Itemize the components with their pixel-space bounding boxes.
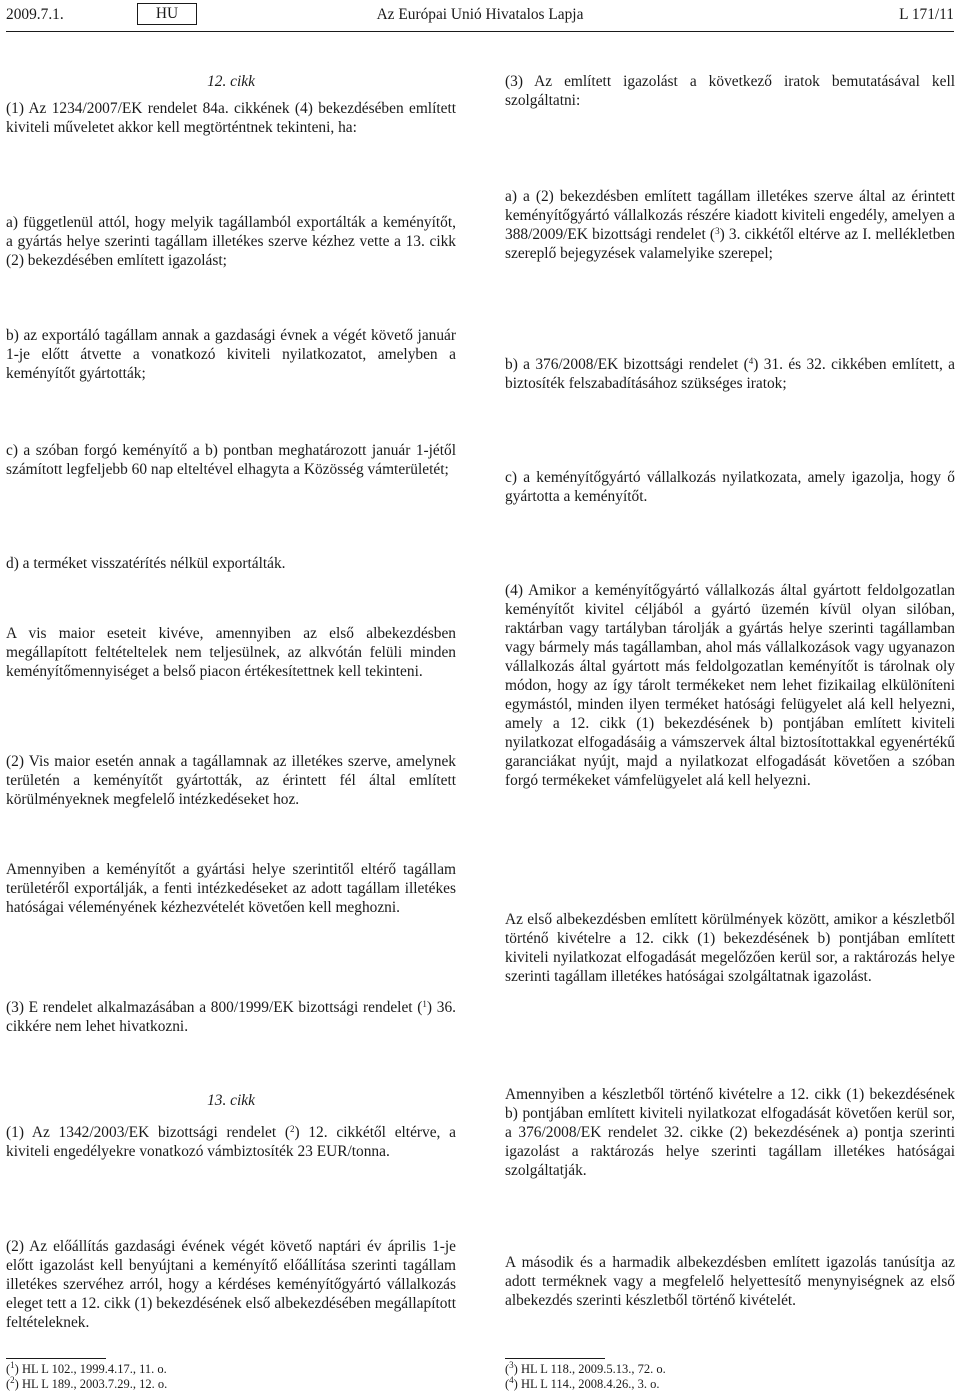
article-13-paragraph-2: (2) Az előállítás gazdasági évének végét követő naptári év április 1-je előtt igazolást kell benyújtani a keményítő előállítása szerinti tagállam illetékes szervéhez arról, hogy a kérdéses keményítőgyártó vállalkozás eleget tett a 12. cikk (1) bekezdésének első albekezdésében megállapított feltételeknek. [6,1238,456,1331]
journal-title: Az Európai Unió Hivatalos Lapja [376,6,584,23]
language-badge: HU [137,3,197,25]
footnote-ref-2[interactable]: 2 [289,1124,295,1134]
footnote-rule-left [6,1358,106,1359]
article-13-paragraph-4: (4) Amikor a keményítőgyártó vállalkozás által gyártott feldolgozatlan keményítőt kivitel céljából a gyártó üzemén kívül olyan silóban, raktárban vagy tartályban tárolják a gyártás helye szerinti tagállamban vagy bármely más tagállamban, ahol más vállalkozások vagy ugyanazon vállalkozás által gyártott más feldolgozatlan keményítőt is tárolnak oly módon, hogy az így tárolt termékeket nem lehet fizikailag elkülöníteni egymástól, minden ilyen terméket hatósági felügyelet alá kell helyezni, amely a 12. cikk (1) bekezdésének b) pontjában említett kiviteli nyilatkozat elfogadásáig a vámszervek által biztosítottakkal egyenértékű garanciákat nyújt, majd a nyilatkozat elfogadását követően a szóban forgó termékeket vámfelügyelet alá kell helyezni. [505,582,955,789]
footnote-ref-3[interactable]: 3 [715,226,720,236]
article-13-point-b: b) a 376/2008/EK bizottsági rendelet ($^4$) 31. és 32. cikkében említett, a biztosíték felszabadításához szükséges iratok; [505,356,955,392]
article-13-point-a: a) a (2) bekezdésben említett tagállam illetékes szerve által az érintett keményítőgyártó vállalkozás részére kiadott kiviteli engedély, amelyen a 388/2009/EK bizottsági rendelet ($^3$) 3. cikkétől eltérve az I. mellékletben szereplő bejegyzések valamelyike szerepel; [505,188,955,262]
article-12-paragraph-3: (3) E rendelet alkalmazásában a 800/1999/EK bizottsági rendelet ($^1$) 36. cikkére nem lehet hivatkozni. [6,999,456,1035]
article-12-title: 12. cikk [207,73,255,90]
footnote-rule-right [505,1358,605,1359]
article-13-paragraph-4b: Az első albekezdésben említett körülmények között, amikor a készletből történő kivételre a 12. cikk (1) bekezdésének b) pontjában említett kiviteli nyilatkozat elfogadását megelőzően kerül sor, a raktározás helye szerinti tagállam illetékes hatóságai szolgáltatnak igazolást. [505,911,955,985]
article-12-point-b: b) az exportáló tagállam annak a gazdasági évnek a végét követő január 1-je előtt átvette a vonatkozó kiviteli nyilatkozatot, amelyben a keményítőt gyártották; [6,327,456,382]
article-12-point-d: d) a terméket visszatérítés nélkül exportálták. [6,555,286,572]
article-13-title: 13. cikk [207,1092,255,1109]
page-number: L 171/11 [899,6,954,23]
header-rule [6,31,954,32]
article-13-paragraph-4c: Amennyiben a készletből történő kivételre a 12. cikk (1) bekezdésének b) pontjában említett kiviteli nyilatkozat elfogadását követően kerül sor, a 376/2008/EK rendelet 32. cikke (2) bekezdésének a) pontja szerinti igazolást a raktározás helye szerinti tagállam illetékes hatóságai szolgáltatják. [505,1086,955,1179]
article-13-paragraph-4d: A második és a harmadik albekezdésben említett igazolás tanúsítja az adott terméknek vagy a megfelelő helyettesítő menynyiségnek az első albekezdés szerinti készletből történő kivételét. [505,1254,955,1309]
footnote-3: ($^3$) HL L 118., 2009.5.13., 72. o. [505,1360,666,1376]
article-13-paragraph-1: (1) Az 1342/2003/EK bizottsági rendelet ($^2$) 12. cikkétől eltérve, a kiviteli engedélyekre vonatkozó vámbiztosíték 23 EUR/tonna. [6,1124,456,1160]
article-13-paragraph-3: (3) Az említett igazolást a következő iratok bemutatásával kell szolgáltatni: [505,73,955,109]
footnote-ref-1[interactable]: 1 [422,999,427,1009]
article-12-paragraph-1: (1) Az 1234/2007/EK rendelet 84a. cikkének (4) bekezdésében említett kiviteli műveletet akkor kell megtörténtnek tekinteni, ha: [6,100,456,136]
footnote-ref-4[interactable]: 4 [748,356,754,366]
article-13-point-c: c) a keményítőgyártó vállalkozás nyilatkozata, amely igazolja, hogy ő gyártotta a keményítőt. [505,469,955,505]
footnote-1: ($^1$) HL L 102., 1999.4.17., 11. o. [6,1360,167,1376]
footnote-4: ($^4$) HL L 114., 2008.4.26., 3. o. [505,1375,660,1391]
header-date: 2009.7.1. [6,6,64,23]
article-12-paragraph-2b: Amennyiben a keményítőt a gyártási helye szerintitől eltérő tagállam területéről exportálják, a fenti intézkedéseket az adott tagállam illetékes hatóságai véleményének kézhezvételét követően kell meghozni. [6,861,456,916]
article-12-point-c: c) a szóban forgó keményítő a b) pontban meghatározott január 1-jétől számított legfeljebb 60 nap elteltével elhagyta a Közösség vámterületét; [6,442,456,478]
footnote-2: ($^2$) HL L 189., 2003.7.29., 12. o. [6,1375,168,1391]
article-12-vis-maior: A vis maior eseteit kivéve, amennyiben az első albekezdésben megállapított feltételtelek nem teljesülnek, az alkvótán felüli minden keményítőmennyiséget a belső piacon értékesítettnek kell tekinteni. [6,625,456,680]
article-12-point-a: a) függetlenül attól, hogy melyik tagállamból exportálták a keményítőt, a gyártás helye szerinti tagállam illetékes szerve kézhez vette a 13. cikk (2) bekezdésében említett igazolást; [6,214,456,269]
article-12-paragraph-2: (2) Vis maior esetén annak a tagállamnak az illetékes szerve, amelynek területén a keményítőt gyártották, az érintett fél által említett körülményeknek megfelelő intézkedéseket hoz. [6,753,456,808]
